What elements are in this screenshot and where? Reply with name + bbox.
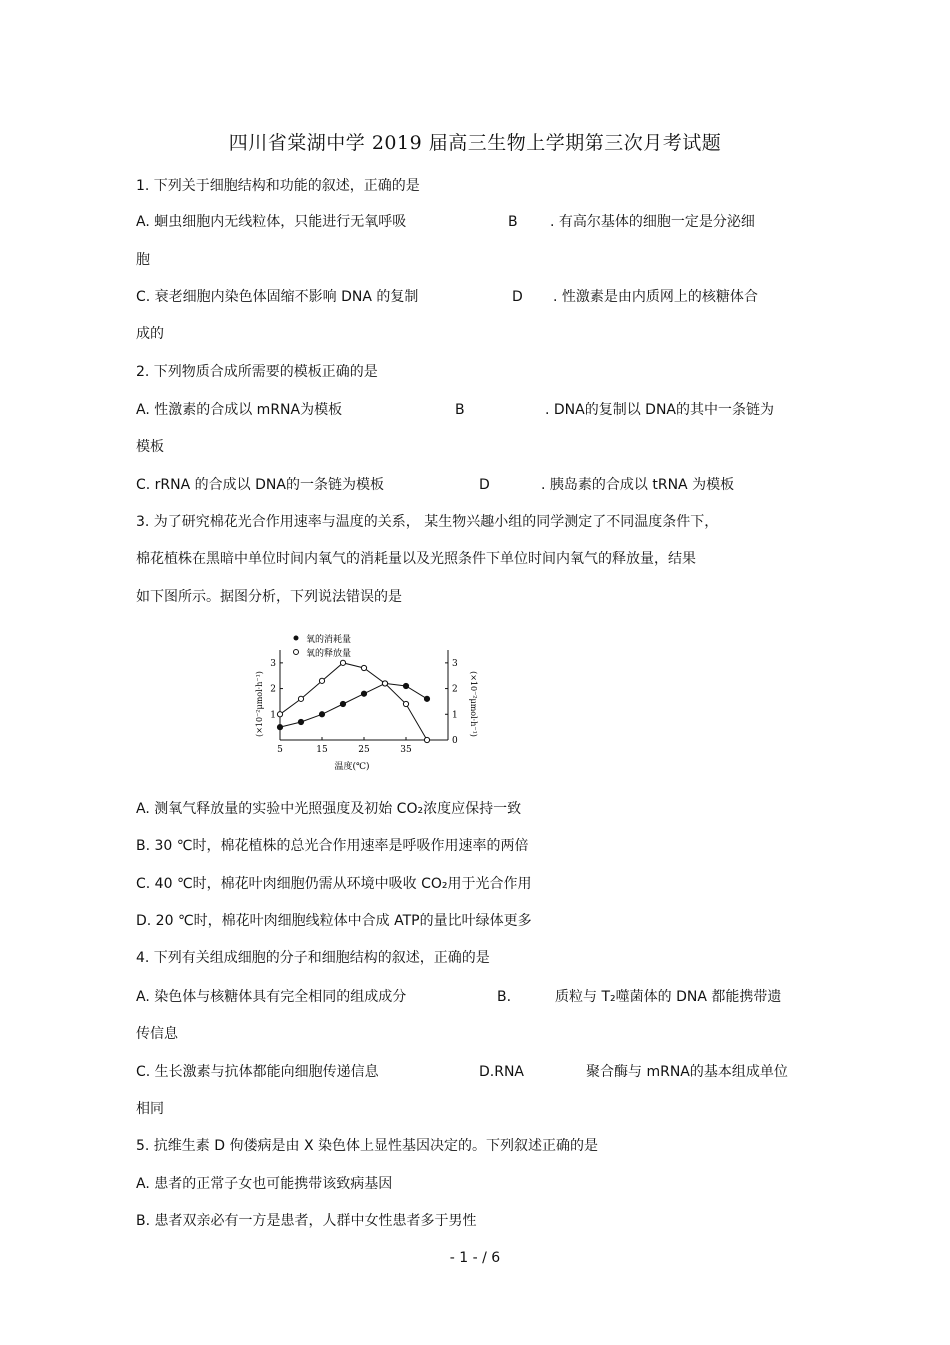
release-point (340, 660, 345, 665)
consumption-point (319, 712, 324, 717)
q1-option-b-letter: B (508, 214, 518, 230)
q2-option-c: C. rRNA 的合成以 DNA的一条链为模板 (136, 477, 384, 493)
release-point (319, 678, 324, 683)
legend (294, 633, 352, 659)
oxygen-temperature-chart (250, 630, 500, 775)
right-tick-label: 1 (452, 710, 458, 721)
legend-marker-release (294, 650, 299, 655)
x-tick-label: 5 (277, 745, 283, 755)
q4-stem: 4. 下列有关组成细胞的分子和细胞结构的叙述，正确的是 (136, 950, 490, 966)
legend-marker-consumption (294, 636, 299, 641)
right-tick-label: 2 (452, 684, 458, 695)
page-number: - 1 - / 6 (449, 1250, 501, 1266)
x-tick-label: 35 (400, 745, 412, 755)
q4-option-d-letter: D.RNA (479, 1064, 525, 1080)
x-axis-label: 温度(℃) (334, 762, 370, 772)
right-axis-label: (×10⁻²μmol·h⁻¹) (469, 671, 478, 737)
x-tick-label: 15 (316, 745, 328, 755)
q5-option-a: A. 患者的正常子女也可能携带该致病基因 (136, 1176, 393, 1192)
consumption-point (298, 719, 303, 724)
q3-stem-line2: 棉花植株在黑暗中单位时间内氧气的消耗量以及光照条件下单位时间内氧气的释放量，结果 (136, 551, 696, 567)
q4-option-b-letter: B. (497, 989, 512, 1005)
q4-option-b: 质粒与 T₂噬菌体的 DNA 都能携带遗 (555, 989, 782, 1005)
left-tick-label: 3 (270, 658, 276, 669)
q4-option-b-cont: 传信息 (136, 1026, 178, 1042)
q3-stem-line1: 3. 为了研究棉花光合作用速率与温度的关系， 某生物兴趣小组的同学测定了不同温度条件下， (136, 514, 719, 530)
consumption-point (403, 683, 408, 688)
q1-option-d-letter: D (512, 289, 523, 305)
q1-option-d: . 性激素是由内质网上的核糖体合 (553, 289, 758, 305)
consumption-point (361, 691, 366, 696)
legend-label-release: 氧的释放量 (306, 649, 352, 659)
release-point (382, 681, 387, 686)
consumption-point (340, 701, 345, 706)
q3-stem-line3: 如下图所示。据图分析，下列说法错误的是 (136, 589, 402, 605)
q1-stem: 1. 下列关于细胞结构和功能的叙述，正确的是 (136, 178, 420, 194)
q2-option-b: . DNA的复制以 DNA的其中一条链为 (545, 402, 775, 418)
q2-stem: 2. 下列物质合成所需要的模板正确的是 (136, 364, 378, 380)
legend-label-consumption: 氧的消耗量 (306, 635, 352, 645)
release-point (361, 665, 366, 670)
q2-option-b-cont: 模板 (136, 439, 164, 455)
release-point (424, 737, 429, 742)
left-axis-label: (×10⁻²μmol·h⁻¹) (255, 671, 264, 737)
q3-option-d: D. 20 ℃时，棉花叶肉细胞线粒体中合成 ATP的量比叶绿体更多 (136, 913, 532, 929)
q4-option-d: 聚合酶与 mRNA的基本组成单位 (586, 1064, 788, 1080)
release-point (298, 696, 303, 701)
consumption-point (424, 696, 429, 701)
q3-option-c: C. 40 ℃时，棉花叶肉细胞仍需从环境中吸收 CO₂用于光合作用 (136, 876, 532, 892)
release-point (277, 712, 282, 717)
q5-stem: 5. 抗维生素 D 佝偻病是由 X 染色体上显性基因决定的。下列叙述正确的是 (136, 1138, 598, 1154)
left-tick-label: 1 (270, 710, 276, 721)
q2-option-d-letter: D (479, 477, 490, 493)
page-title: 四川省棠湖中学 2019 届高三生物上学期第三次月考试题 (228, 132, 722, 154)
right-tick-label: 3 (452, 658, 458, 669)
release-point (403, 701, 408, 706)
q1-option-c: C. 衰老细胞内染色体固缩不影响 DNA 的复制 (136, 289, 419, 305)
q5-option-b: B. 患者双亲必有一方是患者，人群中女性患者多于男性 (136, 1213, 477, 1229)
q4-option-c: C. 生长激素与抗体都能向细胞传递信息 (136, 1064, 379, 1080)
q2-option-d: . 胰岛素的合成以 tRNA 为模板 (541, 477, 735, 493)
consumption-point (277, 725, 282, 730)
q4-option-d-cont: 相同 (136, 1101, 164, 1117)
q3-option-b: B. 30 ℃时，棉花植株的总光合作用速率是呼吸作用速率的两倍 (136, 838, 529, 854)
right-tick-label: 0 (452, 736, 458, 746)
q2-option-a: A. 性激素的合成以 mRNA为模板 (136, 402, 343, 418)
q1-option-d-cont: 成的 (136, 326, 164, 342)
left-tick-label: 2 (270, 684, 276, 695)
q1-option-a: A. 蛔虫细胞内无线粒体，只能进行无氧呼吸 (136, 214, 407, 230)
q4-option-a: A. 染色体与核糖体具有完全相同的组成成分 (136, 989, 407, 1005)
q3-option-a: A. 测氧气释放量的实验中光照强度及初始 CO₂浓度应保持一致 (136, 801, 522, 817)
x-tick-label: 25 (358, 745, 370, 755)
q1-option-b: . 有高尔基体的细胞一定是分泌细 (550, 214, 755, 230)
q1-option-b-cont: 胞 (136, 252, 150, 268)
q2-option-b-letter: B (455, 402, 465, 418)
